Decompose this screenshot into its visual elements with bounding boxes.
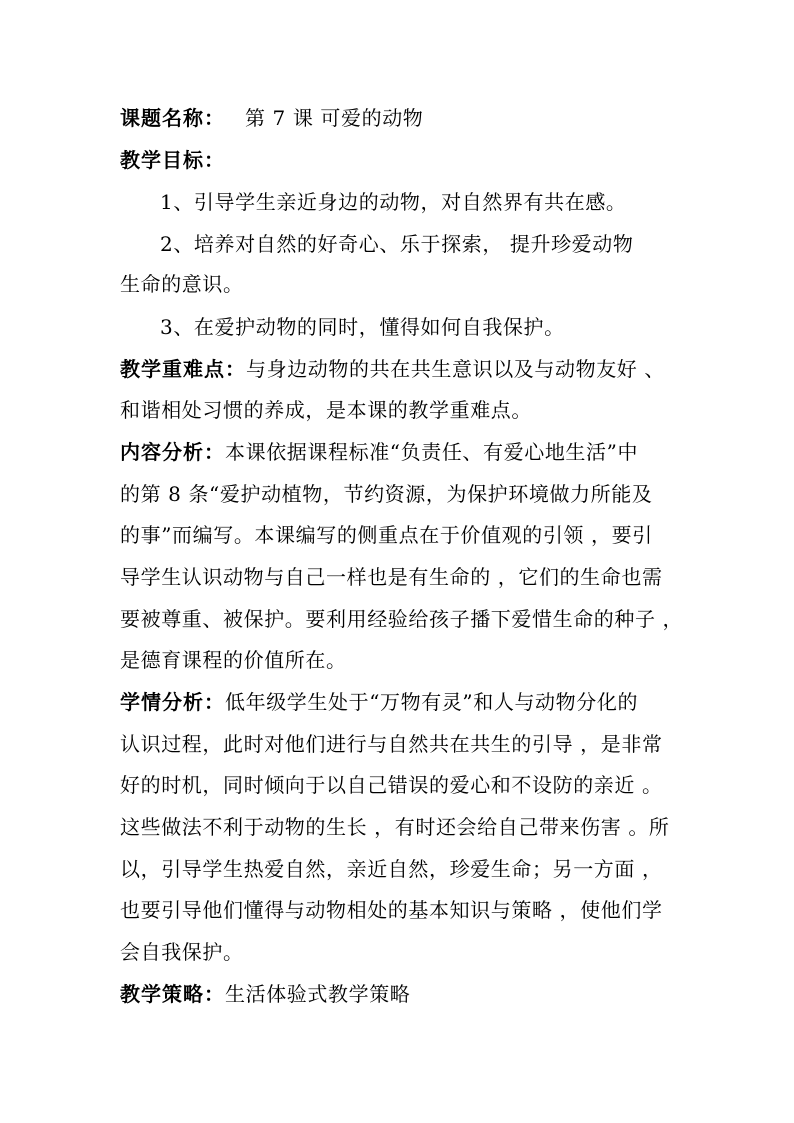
learner-analysis-line-6: 也要引导他们懂得与动物相处的基本知识与策略 ，使他们学 bbox=[120, 898, 663, 922]
content-analysis-line-1 bbox=[120, 440, 680, 464]
learner-analysis-text-1: 低年级学生处于“万物有灵”和人与动物分化的 bbox=[225, 690, 639, 714]
learner-analysis-line-5: 以，引导学生热爱自然，亲近自然，珍爱生命；另一方面 ， bbox=[120, 857, 663, 881]
learner-analysis-line-2: 认识过程，此时对他们进行与自然共在共生的引导 ，是非常 bbox=[120, 732, 663, 756]
content-analysis-line-5: 要被尊重、被保护。要利用经验给孩子播下爱惜生命的种子 ， bbox=[120, 607, 684, 631]
content-analysis-line-2: 的第 8 条“爱护动植物，节约资源，为保护环境做力所能及 bbox=[120, 482, 653, 506]
content-analysis-line-6: 是德育课程的价值所在。 bbox=[120, 648, 347, 672]
learner-analysis-line-1 bbox=[120, 690, 680, 714]
lesson-title-line bbox=[120, 106, 680, 130]
goal-item-2-continued: 生命的意识。 bbox=[120, 272, 244, 296]
goal-item-3: 3、在爱护动物的同时，懂得如何自我保护。 bbox=[160, 315, 565, 339]
lesson-title-label: 课题名称： bbox=[120, 106, 225, 130]
learner-analysis-label: 学情分析： bbox=[120, 690, 225, 714]
teaching-strategy-line bbox=[120, 982, 680, 1006]
key-points-label: 教学重难点： bbox=[120, 357, 246, 381]
learner-analysis-line-4: 这些做法不利于动物的生长 ，有时还会给自己带来伤害 。所 bbox=[120, 815, 670, 839]
goal-item-2: 2、培养对自然的好奇心、乐于探索， 提升珍爱动物 bbox=[160, 232, 634, 256]
lesson-title-value: 第 7 课 可爱的动物 bbox=[245, 106, 424, 130]
content-analysis-label: 内容分析： bbox=[120, 440, 225, 464]
content-analysis-line-3: 的事”而编写。本课编写的侧重点在于价值观的引领 ，要引 bbox=[120, 523, 653, 547]
key-points-line-1 bbox=[120, 357, 680, 381]
key-points-line-2: 和谐相处习惯的养成，是本课的教学重难点。 bbox=[120, 398, 532, 422]
learner-analysis-line-3: 好的时机，同时倾向于以自己错误的爱心和不设防的亲近 。 bbox=[120, 773, 663, 797]
teaching-goals-label: 教学目标： bbox=[120, 148, 225, 172]
key-points-text-1: 与身边动物的共在共生意识以及与动物友好 、 bbox=[246, 357, 665, 381]
learner-analysis-line-7: 会自我保护。 bbox=[120, 940, 244, 964]
teaching-goals-heading bbox=[120, 148, 680, 172]
content-analysis-line-4: 导学生认识动物与自己一样也是有生命的 ，它们的生命也需 bbox=[120, 565, 663, 589]
teaching-strategy-label: 教学策略： bbox=[120, 982, 225, 1006]
content-analysis-text-1: 本课依据课程标准“负责任、有爱心地生活”中 bbox=[225, 440, 639, 464]
teaching-strategy-value: 生活体验式教学策略 bbox=[225, 982, 411, 1006]
goal-item-1: 1、引导学生亲近身边的动物，对自然界有共在感。 bbox=[160, 190, 627, 214]
